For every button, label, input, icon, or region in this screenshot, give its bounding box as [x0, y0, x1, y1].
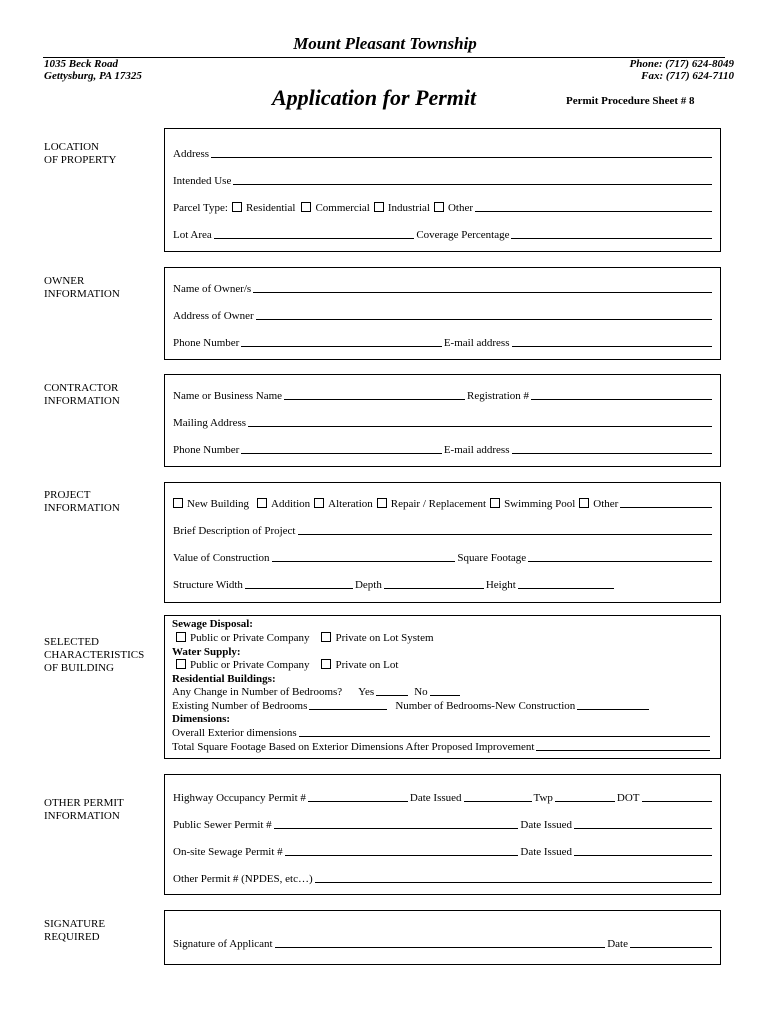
checkbox-project-other[interactable]: [579, 498, 589, 508]
contractor-mailing-field[interactable]: Mailing Address: [173, 415, 714, 429]
section-label-characteristics: SELECTED CHARACTERISTICS OF BUILDING: [44, 636, 145, 674]
bedroom-count-row: Existing Number of Bedrooms Number of Bedrooms-New Construction: [172, 699, 712, 712]
phone-number: Phone: (717) 624-8049: [629, 58, 734, 70]
project-other-field[interactable]: [620, 507, 712, 508]
signature-date-field[interactable]: [630, 947, 712, 948]
lot-area-row: Lot Area Coverage Percentage: [173, 227, 714, 241]
registration-field[interactable]: [531, 399, 712, 400]
new-bedrooms-field[interactable]: [577, 709, 649, 710]
water-options-row: Public or Private Company Private on Lot: [176, 658, 712, 671]
project-description-field[interactable]: Brief Description of Project: [173, 523, 714, 537]
contractor-name-row: Name or Business Name Registration #: [173, 388, 714, 402]
checkbox-addition[interactable]: [257, 498, 267, 508]
checkbox-residential[interactable]: [232, 202, 242, 212]
checkbox-water-private[interactable]: [321, 659, 331, 669]
checkbox-industrial[interactable]: [374, 202, 384, 212]
township-title: Mount Pleasant Township: [293, 34, 477, 53]
other-permits-box: [164, 774, 721, 895]
checkbox-other[interactable]: [434, 202, 444, 212]
coverage-field[interactable]: [511, 238, 712, 239]
owner-name-field[interactable]: Name of Owner/s: [173, 281, 714, 295]
checkbox-water-public[interactable]: [176, 659, 186, 669]
depth-field[interactable]: [384, 588, 484, 589]
highway-date-field[interactable]: [464, 801, 532, 802]
residential-heading: Residential Buildings:: [172, 673, 276, 685]
checkbox-swimming-pool[interactable]: [490, 498, 500, 508]
location-box: [164, 128, 721, 252]
width-field[interactable]: [245, 588, 353, 589]
sewer-date-field[interactable]: [574, 828, 712, 829]
highway-permit-row: Highway Occupancy Permit # Date Issued Twp DOT: [173, 790, 714, 804]
project-value-row: Value of Construction Square Footage: [173, 550, 714, 564]
township-address: 1035 Beck Road Gettysburg, PA 17325: [44, 58, 142, 82]
bedroom-change-row: Any Change in Number of Bedrooms? Yes No: [172, 685, 712, 698]
total-square-footage-field[interactable]: Total Square Footage Based on Exterior Dimensions After Proposed Improvement: [172, 740, 712, 753]
owner-phone-field[interactable]: [241, 346, 442, 347]
contractor-name-field[interactable]: [284, 399, 465, 400]
square-footage-field[interactable]: [528, 561, 712, 562]
lot-area-field[interactable]: [214, 238, 415, 239]
checkbox-new-building[interactable]: [173, 498, 183, 508]
contractor-email-field[interactable]: [512, 453, 713, 454]
project-box: [164, 482, 721, 603]
existing-bedrooms-field[interactable]: [309, 709, 387, 710]
form-title: Application for Permit: [272, 85, 477, 110]
contractor-box: [164, 374, 721, 467]
parcel-type-row: Parcel Type: Residential Commercial Industrial Other: [173, 200, 714, 214]
contractor-phone-field[interactable]: [241, 453, 442, 454]
onsite-permit-field[interactable]: [285, 855, 519, 856]
checkbox-commercial[interactable]: [301, 202, 311, 212]
water-heading: Water Supply:: [172, 646, 241, 658]
procedure-sheet: Permit Procedure Sheet # 8: [566, 95, 695, 107]
section-label-other-permits: OTHER PERMIT INFORMATION: [44, 797, 124, 822]
address-field[interactable]: Address: [173, 146, 714, 160]
parcel-other-field[interactable]: [475, 211, 712, 212]
sewage-options-row: Public or Private Company Private on Lot System: [176, 631, 712, 644]
section-label-location: LOCATION OF PROPERTY: [44, 141, 117, 166]
highway-permit-field[interactable]: [308, 801, 408, 802]
section-label-signature: SIGNATURE REQUIRED: [44, 918, 106, 943]
sewer-permit-row: Public Sewer Permit # Date Issued: [173, 817, 714, 831]
owner-box: [164, 267, 721, 360]
bedrooms-no-field[interactable]: [430, 695, 460, 696]
section-label-project: PROJECT INFORMATION: [44, 489, 120, 514]
checkbox-alteration[interactable]: [314, 498, 324, 508]
owner-email-field[interactable]: [512, 346, 713, 347]
intended-use-field[interactable]: Intended Use: [173, 173, 714, 187]
bedrooms-yes-field[interactable]: [376, 695, 408, 696]
twp-field[interactable]: [555, 801, 615, 802]
project-type-row: New Building Addition Alteration Repair / Replacement Swimming Pool Other: [173, 496, 714, 510]
fax-number: Fax: (717) 624-7110: [641, 70, 734, 82]
checkbox-repair[interactable]: [377, 498, 387, 508]
construction-value-field[interactable]: [272, 561, 456, 562]
signature-box: [164, 910, 721, 965]
dimensions-heading: Dimensions:: [172, 713, 231, 725]
characteristics-box: [164, 615, 721, 759]
header-rule: [43, 57, 725, 58]
structure-dimensions-row: Structure Width Depth Height: [173, 577, 714, 591]
exterior-dimensions-field[interactable]: Overall Exterior dimensions: [172, 726, 712, 739]
onsite-date-field[interactable]: [574, 855, 712, 856]
other-permit-field[interactable]: Other Permit # (NPDES, etc…): [173, 871, 714, 885]
checkbox-sewage-public[interactable]: [176, 632, 186, 642]
owner-contact-row: Phone Number E-mail address: [173, 335, 714, 349]
contractor-contact-row: Phone Number E-mail address: [173, 442, 714, 456]
section-label-owner: OWNER INFORMATION: [44, 275, 120, 300]
onsite-permit-row: On-site Sewage Permit # Date Issued: [173, 844, 714, 858]
height-field[interactable]: [518, 588, 614, 589]
section-label-contractor: CONTRACTOR INFORMATION: [44, 382, 120, 407]
signature-field[interactable]: [275, 947, 606, 948]
township-phone-fax: [630, 58, 735, 82]
checkbox-sewage-private[interactable]: [321, 632, 331, 642]
signature-row: Signature of Applicant Date: [173, 936, 714, 950]
sewage-heading: Sewage Disposal:: [172, 618, 253, 630]
dot-field[interactable]: [642, 801, 712, 802]
owner-address-field[interactable]: Address of Owner: [173, 308, 714, 322]
sewer-permit-field[interactable]: [274, 828, 519, 829]
